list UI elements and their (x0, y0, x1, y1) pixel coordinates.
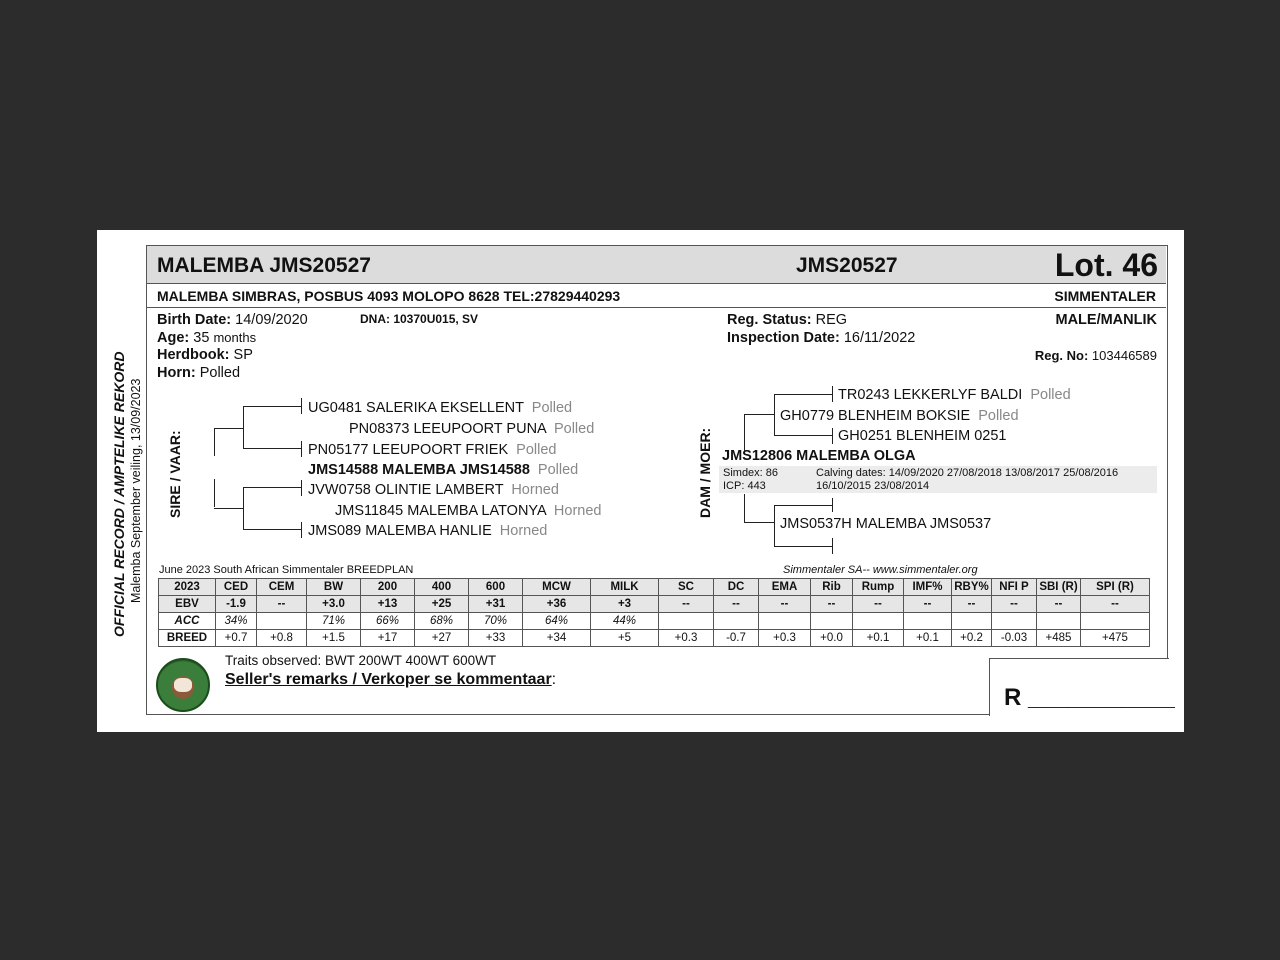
breeder-address: MALEMBA SIMBRAS, POSBUS 4093 MOLOPO 8628 TEL:27829440293 (157, 288, 621, 304)
reg-status-value: REG (815, 312, 848, 328)
reg-no-value: 103446589 (1091, 348, 1157, 363)
dam-sire-horn: Polled (978, 408, 1019, 424)
animal-id: JMS20527 (796, 254, 898, 277)
breed-row (159, 630, 1150, 647)
lot-card (97, 230, 1184, 732)
breed-cell: +0.3 (759, 630, 811, 647)
breedplan-title: June 2023 South African Simmentaler BREEDPLAN (159, 564, 414, 576)
seller-remarks-label: Seller's remarks / Verkoper se kommentaar (225, 671, 552, 688)
breed-cell: +27 (415, 630, 469, 647)
dam-bracket (774, 394, 775, 435)
ebv-head-cell: SC (659, 579, 714, 596)
acc-cell: 64% (523, 613, 591, 630)
birth-date-value: 14/09/2020 (235, 312, 308, 328)
price-field[interactable]: R ___________ (1004, 684, 1175, 711)
breed-cell: BREED (159, 630, 216, 647)
reg-no-label: Reg. No: (1034, 348, 1089, 363)
price-box (989, 658, 1175, 716)
ebv-head-cell: 200 (361, 579, 415, 596)
sire-horn: Polled (537, 462, 579, 478)
sire-paternal-name: PN05177 LEEUPOORT FRIEK (308, 442, 509, 458)
seller-remarks (225, 671, 556, 689)
sire-name: JMS14588 MALEMBA JMS14588 (308, 462, 530, 478)
acc-cell (992, 613, 1037, 630)
ebv-head-cell: SPI (R) (1081, 579, 1150, 596)
ebv-cell: +31 (469, 596, 523, 613)
dam-sire-name: GH0779 BLENHEIM BOKSIE (780, 408, 971, 424)
ebv-head-cell: Rump (853, 579, 904, 596)
ebv-head-cell: SBI (R) (1037, 579, 1081, 596)
ebv-cell: +25 (415, 596, 469, 613)
herdbook-label: Herdbook: (157, 347, 230, 363)
sire-bracket (301, 441, 302, 457)
sire-bracket (301, 522, 302, 538)
breed-cell: +0.7 (216, 630, 257, 647)
dam-dam: JMS0537H MALEMBA JMS0537 (780, 516, 992, 532)
acc-cell (1037, 613, 1081, 630)
dam-label: DAM / MOER: (697, 427, 713, 518)
breed-cell: -0.03 (992, 630, 1037, 647)
breed-name: SIMMENTALER (1054, 288, 1156, 304)
traits-observed: Traits observed: BWT 200WT 400WT 600WT (225, 653, 497, 668)
ebv-cell: -- (257, 596, 307, 613)
header-bar (147, 246, 1166, 284)
breed-cell: +0.1 (904, 630, 952, 647)
sire-dam-sire-horn: Polled (553, 421, 595, 437)
ebv-cell: -- (853, 596, 904, 613)
sire-bracket (243, 406, 301, 407)
ebv-table (158, 578, 1150, 647)
dna-info: DNA: 10370U015, SV (360, 312, 479, 326)
ebv-cell: -1.9 (216, 596, 257, 613)
ebv-head-cell: Rib (811, 579, 853, 596)
breed-cell: +0.1 (853, 630, 904, 647)
dam-bracket (832, 538, 833, 554)
dam-info-box (719, 466, 1157, 493)
horn (157, 365, 240, 381)
sire-bracket (243, 487, 244, 530)
ebv-head-cell: 400 (415, 579, 469, 596)
ebv-row (159, 596, 1150, 613)
sire-paternal-horn: Polled (516, 442, 557, 458)
birth-date (157, 312, 308, 328)
acc-cell (853, 613, 904, 630)
icp: ICP: 443 (723, 480, 766, 492)
acc-cell: 68% (415, 613, 469, 630)
ebv-cell: -- (659, 596, 714, 613)
ebv-head-cell: MILK (591, 579, 659, 596)
dam-bracket (832, 428, 833, 444)
ebv-cell: +3 (591, 596, 659, 613)
sire-bracket (214, 428, 243, 429)
sire-paternal (308, 442, 556, 458)
dam-bracket (744, 414, 745, 452)
ebv-cell: -- (714, 596, 759, 613)
age-label: Age: (157, 330, 190, 346)
simmentaler-logo-icon (156, 658, 210, 712)
ebv-cell: -- (811, 596, 853, 613)
ebv-header-row (159, 579, 1150, 596)
dam-bracket (744, 414, 774, 415)
breedplan-site: Simmentaler SA-- www.simmentaler.org (783, 564, 978, 576)
ebv-head-cell: DC (714, 579, 759, 596)
ebv-head-cell: CED (216, 579, 257, 596)
calving-dates-cont: 16/10/2015 23/08/2014 (816, 480, 930, 492)
sire-bracket (214, 479, 215, 507)
sire-bracket (214, 508, 243, 509)
acc-cell (257, 613, 307, 630)
sire-maternal-sire-horn: Horned (511, 482, 559, 498)
acc-cell (759, 613, 811, 630)
sire-label: SIRE / VAAR: (167, 430, 183, 518)
sire-bracket (214, 428, 215, 456)
dam-sire-dam: GH0251 BLENHEIM 0251 (838, 428, 1007, 444)
acc-cell: 71% (307, 613, 361, 630)
ebv-cell: -- (1081, 596, 1150, 613)
dam-bracket (774, 435, 832, 436)
dam-bracket (744, 494, 745, 522)
breed-cell: +17 (361, 630, 415, 647)
ebv-cell: +36 (523, 596, 591, 613)
ebv-head-cell: NFI P (992, 579, 1037, 596)
breed-cell: +1.5 (307, 630, 361, 647)
ebv-head-cell: MCW (523, 579, 591, 596)
dam-sire-sire-name: TR0243 LEKKERLYF BALDI (838, 387, 1023, 403)
ebv-head-cell: BW (307, 579, 361, 596)
ebv-cell: +3.0 (307, 596, 361, 613)
breed-cell: +33 (469, 630, 523, 647)
breed-cell: +0.3 (659, 630, 714, 647)
herdbook-value: SP (233, 347, 253, 363)
acc-cell (811, 613, 853, 630)
sire-maternal-sire (308, 482, 559, 498)
sire (308, 462, 578, 478)
sire-sire (308, 400, 572, 416)
ebv-cell: -- (904, 596, 952, 613)
inspection-value: 16/11/2022 (843, 330, 916, 346)
sire-dam-name: JMS11845 MALEMBA LATONYA (335, 503, 546, 519)
sire-maternal-dam-name: JMS089 MALEMBA HANLIE (308, 523, 492, 539)
dam-sire (780, 408, 1019, 424)
dam-bracket (832, 498, 833, 512)
reg-no (1035, 348, 1157, 363)
acc-cell: 34% (216, 613, 257, 630)
breed-cell: +475 (1081, 630, 1150, 647)
acc-row (159, 613, 1150, 630)
ebv-head-cell: RBY% (952, 579, 992, 596)
ebv-head-cell: 600 (469, 579, 523, 596)
acc-cell (904, 613, 952, 630)
acc-cell: 66% (361, 613, 415, 630)
age-value: 35 (193, 330, 210, 346)
inspection-label: Inspection Date: (727, 330, 840, 346)
ebv-head-cell: EMA (759, 579, 811, 596)
dam-bracket (774, 505, 775, 546)
sire-bracket (301, 480, 302, 496)
age-unit: months (213, 330, 257, 345)
lot-number: Lot. 46 (1054, 247, 1158, 283)
animal-name: MALEMBA JMS20527 (157, 254, 371, 277)
sire-dam-horn: Horned (553, 503, 602, 519)
acc-cell (659, 613, 714, 630)
breed-cell: +0.0 (811, 630, 853, 647)
breeder-bar (147, 284, 1166, 308)
horn-value: Polled (199, 365, 241, 381)
dam-sire-sire (838, 387, 1071, 403)
sire-dam-sire-name: PN08373 LEEUPOORT PUNA (349, 421, 546, 437)
seller-remarks-colon: : (551, 671, 557, 688)
calving-dates: Calving dates: 14/09/2020 27/08/2018 13/08/2017 25/08/2016 (816, 467, 1119, 479)
breed-cell: +34 (523, 630, 591, 647)
acc-cell: 44% (591, 613, 659, 630)
breed-cell: +485 (1037, 630, 1081, 647)
record-box (146, 245, 1175, 715)
acc-cell (952, 613, 992, 630)
sire-sire-horn: Polled (531, 400, 573, 416)
sire-bracket (243, 529, 301, 530)
horn-label: Horn: (157, 365, 196, 381)
sire-bracket (243, 406, 244, 449)
sire-maternal-dam-horn: Horned (499, 523, 548, 539)
dam-bracket (774, 394, 832, 395)
acc-cell: 70% (469, 613, 523, 630)
ebv-head-cell: 2023 (159, 579, 216, 596)
sire-bracket (301, 398, 302, 414)
dam-sire-sire-horn: Polled (1030, 387, 1071, 403)
age (157, 330, 256, 346)
official-record-label: OFFICIAL RECORD / AMPTELIKE REKORD (111, 351, 127, 637)
acc-cell (714, 613, 759, 630)
dam-name: JMS12806 MALEMBA OLGA (722, 448, 916, 464)
dam-bracket (774, 505, 832, 506)
ebv-cell: -- (1037, 596, 1081, 613)
acc-cell: ACC (159, 613, 216, 630)
sire-sire-name: UG0481 SALERIKA EKSELLENT (308, 400, 524, 416)
ebv-cell: -- (759, 596, 811, 613)
ebv-cell: +13 (361, 596, 415, 613)
ebv-cell: -- (992, 596, 1037, 613)
sire-maternal-sire-name: JVW0758 OLINTIE LAMBERT (308, 482, 504, 498)
ebv-head-cell: CEM (257, 579, 307, 596)
sire-dam-sire (349, 421, 594, 437)
ebv-cell: EBV (159, 596, 216, 613)
sire-bracket (243, 448, 301, 449)
inspection-date (727, 330, 915, 346)
sire-dam (335, 503, 601, 519)
sire-maternal-dam (308, 523, 547, 539)
dam-bracket (832, 386, 833, 402)
reg-status-label: Reg. Status: (727, 312, 812, 328)
sale-caption: Malemba September veiling, 13/09/2023 (129, 378, 143, 603)
birth-date-label: Birth Date: (157, 312, 232, 328)
breed-cell: +5 (591, 630, 659, 647)
sex: MALE/MANLIK (1055, 312, 1157, 328)
ebv-cell: -- (952, 596, 992, 613)
breed-cell: +0.8 (257, 630, 307, 647)
breed-cell: +0.2 (952, 630, 992, 647)
simdex: Simdex: 86 (723, 467, 779, 479)
herdbook (157, 347, 253, 363)
dam-bracket (774, 546, 832, 547)
sire-bracket (243, 487, 301, 488)
dam-bracket (744, 522, 774, 523)
breed-cell: -0.7 (714, 630, 759, 647)
reg-status (727, 312, 847, 328)
acc-cell (1081, 613, 1150, 630)
ebv-head-cell: IMF% (904, 579, 952, 596)
